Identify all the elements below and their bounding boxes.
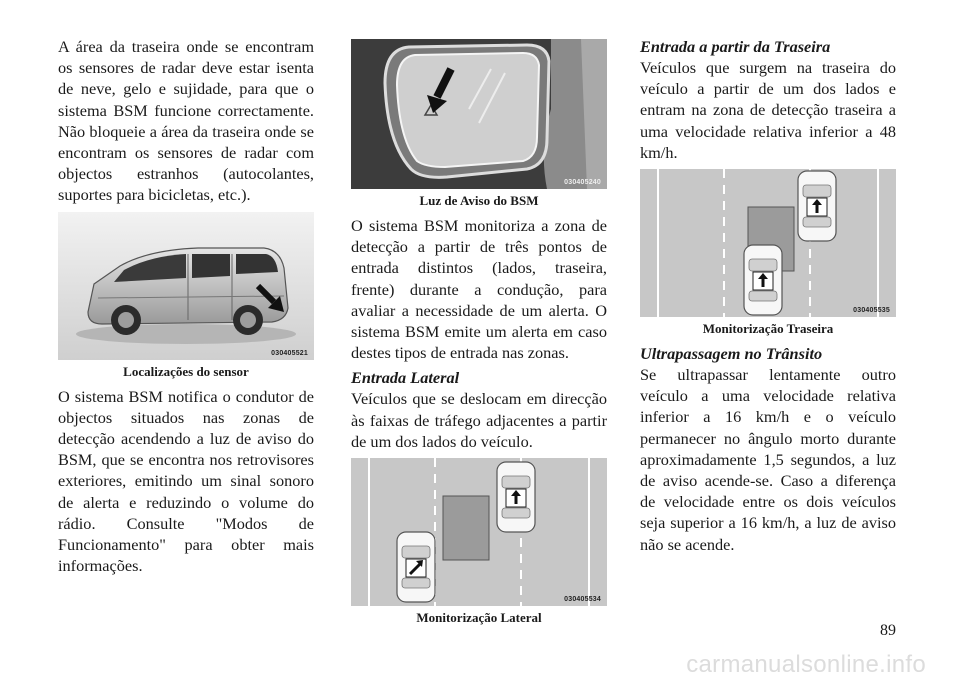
mirror-illustration [351, 39, 607, 189]
figure-sensor-locations [58, 212, 314, 360]
watermark: carmanualsonline.info [686, 651, 926, 678]
paragraph-rear-entry: Veículos que surgem na traseira do veículo a partir de um dos lados e entram na zona de detecção traseira a uma velocidade relativa inferior a 48 km/h. [640, 58, 896, 162]
figure-code: 030405535 [853, 307, 890, 315]
caption-side-monitoring: Monitorização Lateral [416, 610, 542, 626]
paragraph-bsm-monitoring: O sistema BSM monitoriza a zona de detecção a partir de três pontos de entrada distintos (lados, traseira, frente) durante a condução, para avaliar a necessidade de um alerta. O sistema BSM emite um alerta em caso destes tipos de entrada nas zonas. [351, 216, 607, 363]
column-middle [351, 36, 607, 632]
caption-rear-monitoring: Monitorização Traseira [702, 321, 834, 337]
heading-side-entry: Entrada Lateral [351, 368, 460, 388]
paragraph-radar-sensors: A área da traseira onde se encontram os sensores de radar deve estar isenta de neve, gelo e sujidade, para que o sistema BSM funcione correctamente. Não bloqueie a área da traseira onde se encontram os sensores de radar com objectos estranhos (autocolantes, suportes para bicicletas, etc.). [58, 37, 314, 205]
figure-bsm-warning-light [351, 39, 607, 189]
figure-rear-monitoring [640, 169, 896, 317]
figure-side-monitoring [351, 458, 607, 606]
column-right [640, 36, 896, 555]
figure-code: 030405534 [564, 596, 601, 604]
minivan-illustration [58, 212, 314, 360]
heading-overtaking: Ultrapassagem no Trânsito [640, 344, 823, 364]
paragraph-bsm-notification: O sistema BSM notifica o condutor de objectos situados nas zonas de detecção acendendo a luz de aviso do BSM, que se encontra nos retrovisores exteriores, emitindo um sinal sonoro de alerta e reduzindo o volume do rádio. Consulte "Modos de Funcionamento" para obter mais informações. [58, 386, 314, 576]
column-left [58, 36, 314, 576]
paragraph-side-entry: Veículos que se deslocam em direcção às faixas de tráfego adjacentes a partir de um dos lados do veículo. [351, 389, 607, 451]
rear-monitoring-illustration [640, 169, 896, 317]
paragraph-overtaking: Se ultrapassar lentamente outro veículo a uma velocidade relativa inferior a 16 km/h e o veículo permanecer no ângulo morto durante aproximadamente 1,5 segundos, a luz de aviso acende-se. Caso a diferença de velocidade entre os dois veículos seja superior a 16 km/h, a luz de aviso não se acende. [640, 365, 896, 554]
figure-code: 030405240 [564, 179, 601, 186]
caption-sensor-locations: Localizações do sensor [123, 363, 249, 379]
figure-code: 030405521 [271, 349, 308, 357]
page-number: 89 [880, 622, 896, 639]
side-monitoring-illustration [351, 458, 607, 606]
caption-bsm-warning-light: Luz de Aviso do BSM [419, 193, 539, 208]
heading-rear-entry: Entrada a partir da Traseira [640, 37, 831, 56]
